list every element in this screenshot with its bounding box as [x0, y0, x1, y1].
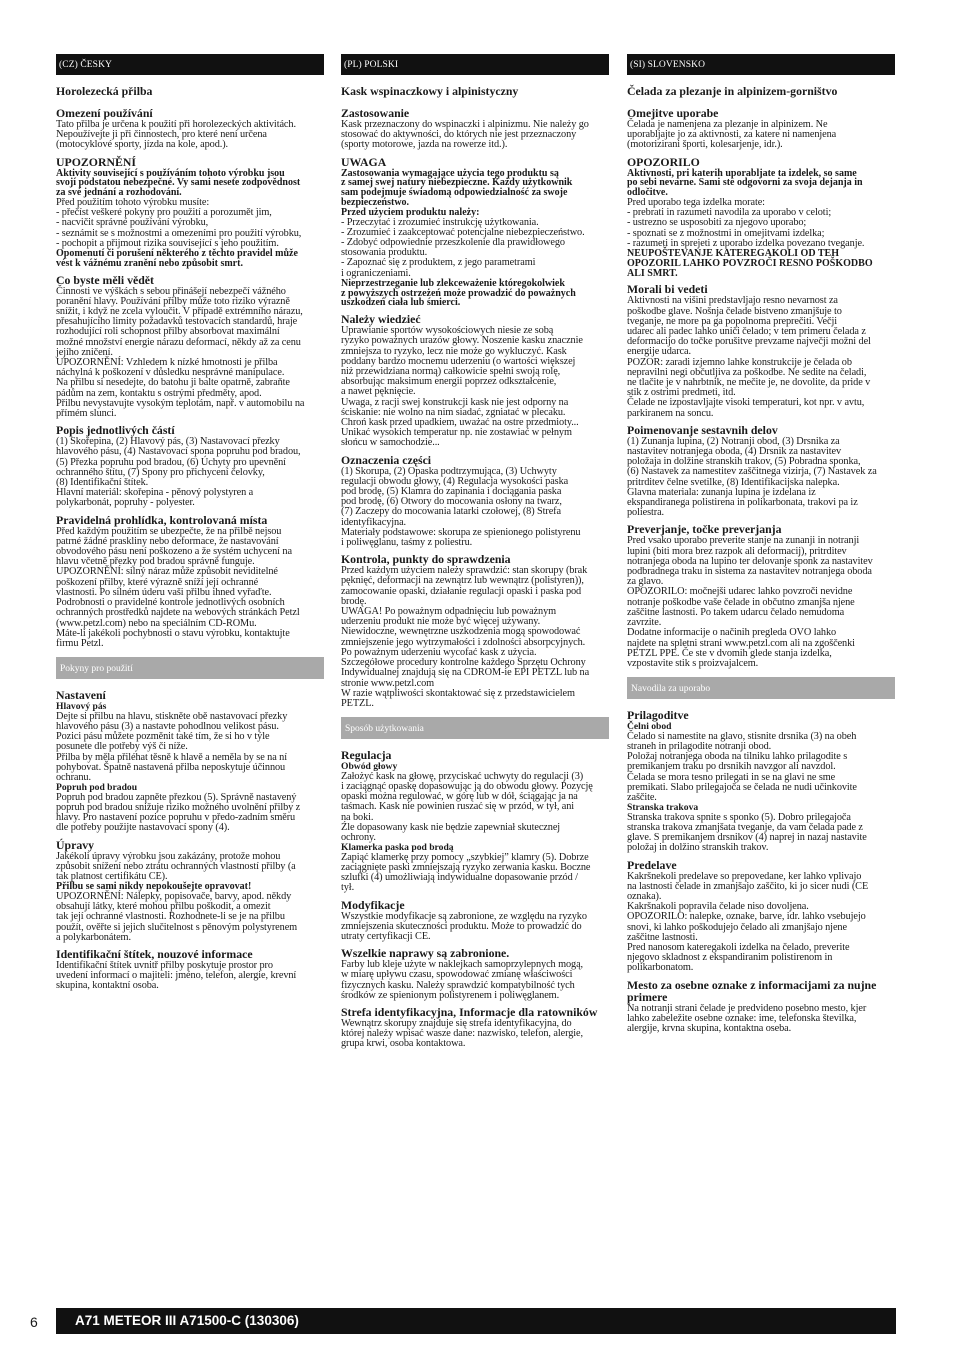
section-parts — [341, 454, 609, 549]
subheading: Klamerka paska pod brodą — [341, 842, 454, 854]
heading: Mesto za osebne oznake z informacijami za nujne primere — [627, 977, 877, 1004]
section-modifications — [341, 899, 609, 943]
section-limits — [56, 107, 324, 151]
paragraph: Aktivnosti na višini predstavljajo resno nevarnost za poškodbe glave. Nošnja čelade bistveno zmanjšuje to tveganje, ne more pa ga popolnoma preprečiti. Večji udarec ali padec lahko uniči čelado; v tem primeru čelada z deformacijo do točke porušitve prevzame največji možni del energije udarca. POZOR: zaradi izjemno lahke konstrukcije je čelada ob nepravilni negi občutljiva za poškodbe. Ne sedite na čeladi, ne tlačite je v nahrbtnik, ne mečite je, ne dovolite, da pride v stik z ostrimi predmeti, itd. Čelade ne izpostavljajte visoki temperaturi, kot npr. v avtu, parkiranem na soncu. — [627, 295, 871, 419]
heading: OPOZORILO — [627, 154, 700, 169]
section-identification — [341, 1006, 609, 1050]
heading: Predelave — [627, 857, 677, 872]
section-warning — [341, 156, 609, 309]
paragraph: Popruh pod bradou zapněte přezkou (5). Správně nastavený popruh pod bradou snižuje riziko možného uvolnění přilby z hlavy. Pro nastavení pozice popruhu v předo-zadním směru dle potřeby použijte nastavovací spony (4). — [56, 791, 301, 834]
section-limits — [341, 107, 609, 151]
column-slovenian — [627, 54, 895, 1039]
bold-paragraph: Zastosowania wymagające użycia tego produktu są z samej swej natury niebezpieczne. Każdy użytkownik sam podejmuje świadomą odpowiedzialność za swoje bezpieczeństwo. Przed użyciem produktu należy: — [341, 167, 573, 218]
subheading: Obwód głowy — [341, 761, 398, 773]
heading: Morali bi vedeti — [627, 282, 708, 297]
paragraph: UPOZORNĚNÍ: Nálepky, popisovače, barvy, apod. někdy obsahují látky, které mohou přilbu poškodit, a omezit tak její ochranné vlastnosti. Rozhodnete-li se je na přilbu použít, ověřte si jejich slučitelnost s pěnovým polystyrenem a polykarbonátem. — [56, 890, 298, 943]
section-header: (PL) POLSKI — [341, 54, 609, 75]
section-parts — [627, 424, 895, 519]
section-warning — [627, 156, 895, 279]
instructions-band: Pokyny pro použití — [56, 657, 324, 679]
section-limits — [627, 107, 895, 151]
subheading: Hlavový pás — [56, 701, 107, 713]
section-inspection — [341, 553, 609, 709]
doc-title: Kask wspinaczkowy i alpinistyczny — [341, 84, 519, 98]
section-modifications — [56, 839, 324, 943]
heading: Nastavení — [56, 688, 106, 703]
paragraph: Činnosti ve výškách s sebou přinášejí nebezpečí vážného poranění hlavy. Používání přilby může toto riziko výrazně snížit, i když ne zcela vyloučit. V případě extrémního nárazu, přesahujícího limity požadavků testovacích standardů, hraje rozhodující roli schopnost přilby absorbovat maximální možné množství energie nárazu deformací, někdy až za cenu jejího zničení. UPOZORNĚNÍ: Vzhledem k nízké hmotnosti je přilba náchylná k poškození v důsledku nesprávné manipulace. Na přilbu si nesedejte, do batohu ji balte opatrně, zabraňte pádům na zem, kontaktu s ostrými předměty, apod. Přilbu nevystavujte vysokým teplotám, např. v automobilu na přímém slunci. — [56, 285, 305, 420]
paragraph: Před použitím tohoto výrobku musíte: - přečíst veškeré pokyny pro použití a porozumět jim, - nacvičit správné používání výrobku, - seznámit se s možnostmi a omezeními pro použití výrobku, - pochopit a přijmout rizika související s jeho použitím. — [56, 197, 302, 249]
bold-paragraph: Nieprzestrzeganie lub zlekceważenie któregokolwiek z powyższych ostrzeżeń może prowadzić do poważnych uszkodzeń ciała lub śmierci. — [341, 277, 576, 309]
paragraph: Zapiąć klamerkę przy pomocy „szybkiej” klamry (5). Dobrze zaciągnięte paski zmniejszają ryzyko zerwania kasku. Boczne szlufki (4) umożliwiają indywidualne dopasowanie przód / tył. — [341, 851, 591, 894]
footer-title: A71 METEOR III A71500-C (130306) — [75, 1313, 299, 1328]
bold-paragraph: NEUPOŠTEVANJE KATEREGAKOLI OD TEH OPOZORIL LAHKO POVZROČI RESNO POŠKODBO ALI SMRT. — [627, 248, 873, 279]
doc-title: Horolezecká přilba — [56, 84, 153, 98]
section-header: (CZ) ČESKY — [56, 54, 324, 75]
paragraph: Jakékoli úpravy výrobku jsou zakázány, protože mohou způsobit snížení nebo ztrátu ochranných vlastností přilby (a tak platnost certifikátu CE). — [56, 850, 296, 882]
paragraph: Pred uporabo tega izdelka morate: - prebrati in razumeti navodila za uporabo v celoti; - ustrezno se usposobiti za njegovo uporabo; - spoznati se z možnostmi in omejitvami izdelka; - razumeti in sprejeti z uporabo izdelka povezano tveganje. — [627, 197, 865, 249]
section-adjustment — [56, 689, 324, 833]
column-czech — [56, 54, 324, 997]
heading: Regulacja — [341, 748, 392, 763]
bold-paragraph: Aktivity související s používáním tohoto výrobku jsou svojí podstatou nebezpečné. Vy sami nesete zodpovědnost za své jednání a rozhodování. — [56, 167, 301, 199]
instructions-band: Navodila za uporabo — [627, 677, 895, 699]
subheading: Čelni obod — [627, 721, 672, 733]
section-identification — [56, 948, 324, 992]
section-know — [341, 313, 609, 448]
heading: Co byste měli vědět — [56, 272, 154, 287]
heading: Kontrola, punkty do sprawdzenia — [341, 552, 511, 567]
paragraph: Před každým použitím se ubezpečte, že na přilbě nejsou patrné žádné praskliny nebo deformace, že nastavování obvodového pásu není poškozeno a že systém uchycení na hlavu včetně přezky pod bradou správně funguje. UPOZORNĚNÍ: silný náraz může způsobit neviditelné poškození přilby, které výrazně sníží její ochranné vlastnosti. Po silném úderu vaši přilbu ihned vyřaďte. Podrobnosti o pravidelné kontrole jednotlivých osobních ochranných prostředků najdete na webových stránkách Petzl (www.petzl.com) nebo na speciálním CD-ROMu. Máte-li jakékoli pochybnosti o stavu výrobku, kontaktujte firmu Petzl. — [56, 525, 300, 649]
section-inspection — [56, 514, 324, 649]
instructions-band: Sposób użytkowania — [341, 717, 609, 739]
bold-paragraph: Opomenutí či porušení některého z těchto pravidel může vést k vážnému zranění nebo způsobit smrt. — [56, 248, 298, 269]
paragraph: Dejte si přilbu na hlavu, stiskněte obě nastavovací přezky hlavového pásu (3) a nastavte pohodlnou velikost pásu. Pozici pásu můžete pozměnit také tím, že si ho v týle posunete dle potřeby výš či níže. Přilba by měla přiléhat těsně k hlavě a neměla by se na ní pohybovat. Špatně nastavená přilba neposkytuje účinnou ochranu. — [56, 710, 288, 783]
footer-bar — [56, 1308, 896, 1334]
paragraph: Wewnątrz skorupy znajduje się strefa identyfikacyjna, do której należy wpisać wasze dane: nazwisko, telefon, alergie, grupa krwi, osoba kontaktowa. — [341, 1017, 583, 1050]
paragraph: Kakršnekoli predelave so prepovedane, ker lahko vplivajo na lastnosti čelade in zmanjšajo zaščito, ki jo sicer nudi (CE oznaka). Kakršnakoli popravila čelade niso dovoljena. OPOZORILO: nalepke, oznake, barve, idr. lahko vsebujejo snovi, ki lahko poškodujejo čelado ali zmanjšajo njene zaščitne lastnosti. Pred nanosom kateregakoli izdelka na čelado, preverite njegovo skladnost z ekspandiranim polistirenom in polikarbonatom. — [627, 870, 869, 974]
heading: Poimenovanje sestavnih delov — [627, 422, 778, 437]
heading: Úpravy — [56, 837, 95, 852]
heading: Prilagoditve — [627, 708, 689, 723]
section-parts — [56, 424, 324, 508]
bold-paragraph: Aktivnosti, pri katerih uporabljate ta izdelek, so same po sebi nevarne. Sami ste odgovorni za svoja dejanja in odločitve. — [627, 167, 863, 199]
page-footer — [0, 1306, 954, 1336]
section-know — [627, 283, 895, 418]
column-polish — [341, 54, 609, 1055]
paragraph: (1) Zunanja lupina, (2) Notranji obod, (3) Drsnika za nastavitev notranjega oboda, (4) Drsnik za nastavitev položaja in dolžine stranskih trakov, (5) Pobradna sponka, (6) Nastavek za namestitev zaščitnega vizirja, (7) Nastavek za pritrditev čelne svetilke, (8) Identifikacijska nalepka. Glavna materiala: zunanja lupina je izdelana iz ekspandiranega polistirena in polikarbonata, trakovi pa iz poliestra. — [627, 435, 877, 519]
heading: Modyfikacje — [341, 897, 405, 912]
heading: Omezení používání — [56, 106, 153, 120]
paragraph: Kask przeznaczony do wspinaczki i alpinizmu. Nie należy go stosować do aktywności, do których nie jest przeznaczony (sporty motorowe, jazda na rowerze itd.). — [341, 119, 589, 151]
heading: Popis jednotlivých částí — [56, 423, 175, 438]
section-adjustment — [627, 709, 895, 853]
page-number: 6 — [30, 1314, 38, 1330]
paragraph: Uprawianie sportów wysokościowych niesie ze sobą ryzyko poważnych urazów głowy. Noszenie kasku znacznie zmniejsza to ryzyko, lecz nie może go wykluczyć. Kask poddany bardzo mocnemu uderzeniu (o wartości większej niż przewidziana normą) całkowicie spełni swoją rolę, absorbując maksimum energii poprzez odkształcenie, a nawet pęknięcie. Uwaga, z racji swej konstrukcji kask nie jest odporny na ściskanie: nie wolno na nim siadać, zgniatać w plecaku. Chroń kask przed upadkiem, uważać na ostre przedmioty... Unikać wysokich temperatur np. nie zostawiać w pełnym słońcu w samochodzie... — [341, 325, 583, 449]
heading: Zastosowanie — [341, 106, 410, 120]
heading: UWAGA — [341, 154, 387, 169]
subheading: Popruh pod bradou — [56, 782, 138, 794]
section-header: (SI) SLOVENSKO — [627, 54, 895, 75]
paragraph: Identifikační štítek uvnitř přilby poskytuje prostor pro uvedení informací o majiteli: jméno, telefon, alergie, krevní skupina, kontaktní osoba. — [56, 959, 297, 992]
paragraph: Farby lub kleje użyte w naklejkach samoprzylepnych mogą, w miarę upływu czasu, spowodować zmianę właściwości fizycznych kasku. Należy sprawdzić kompatybilność tych środków ze spienionym polistyrenem i poliwęglanem. — [341, 959, 584, 1001]
paragraph: Przed każdym użyciem należy sprawdzić: stan skorupy (brak pęknięć, deformacji na zewnątrz lub wewnątrz (polistyren)), zamocowanie opaski, działanie regulacji opaski i paska pod brodę. UWAGA! Po poważnym odpadnięciu lub poważnym uderzeniu produkt nie może być więcej używany. Niewidoczne, wewnętrzne uszkodzenia mogą spowodować zmniejszenie jego wytrzymałości i zdolności absorpcyjnych. Po poważnym uderzeniu wycofać kask z użycia. Szczegółowe procedury kontrolne każdego Sprzętu Ochrony Indywidualnej znajdują się na CDROM-ie EPI PETZL lub na stronie www.petzl.com W razie wątpliwości skontaktować się z przedstawicielem PETZL. — [341, 565, 590, 709]
heading: Oznaczenia części — [341, 452, 432, 467]
section-identification — [627, 979, 895, 1035]
section-repairs — [341, 947, 609, 1001]
section-modifications — [627, 859, 895, 974]
heading: Należy wiedzieć — [341, 312, 421, 327]
paragraph: Wszystkie modyfikacje są zabronione, ze względu na ryzyko zmniejszenia skuteczności produktu. Może to prowadzić do utraty certyfikacji CE. — [341, 910, 587, 942]
heading: Strefa identyfikacyjna, Informacje dla ratowników — [341, 1004, 598, 1019]
section-adjustment — [341, 749, 609, 893]
section-know — [56, 274, 324, 420]
paragraph: Stranska trakova spnite s sponko (5). Dobro prilegajoča stranska trakova zmanjšata tveganje, da vam čelada pade z glave. S premikanjem drsnikov (4) naprej in nazaj nastavite položaj in dolžino stranskih trakov. — [627, 811, 867, 854]
heading: Preverjanje, točke preverjanja — [627, 522, 782, 537]
heading: Wszelkie naprawy są zabronione. — [341, 946, 510, 961]
doc-title: Čelada za plezanje in alpinizem-gorništvo — [627, 84, 838, 98]
paragraph: Čelada je namenjena za plezanje in alpinizem. Ne uporabljajte jo za aktivnosti, za katere ni namenjena (motorizirani športi, kolesarjenje, idr.). — [627, 119, 837, 151]
paragraph: Na notranji strani čelade je predvideno posebno mesto, kjer lahko zabeležite osebne oznake: ime, telefonska številka, alergije, krvna skupina, kontaktna oseba. — [627, 1002, 867, 1034]
paragraph: Założyć kask na głowę, przyciskać uchwyty do regulacji (3) i zaciągnąć opaskę dopasowując ją do obwodu głowy. Pozycję opaski można regulować, w górę lub w dół, ściągając ja na taśmach. Kask nie powinien ruszać się w przód, w tył, ani na boki. Źle dopasowany kask nie będzie zapewniał skutecznej ochrony. — [341, 770, 593, 843]
paragraph: - Przeczytać i zrozumieć instrukcję użytkowania. - Zrozumieć i zaakceptować potencjalne niebezpieczeństwo. - Zdobyć odpowiednie przeszkolenie dla prawidłowego stosowania produktu. - Zapoznać się z produktem, z jego parametrami i ograniczeniami. — [341, 216, 585, 279]
paragraph: (1) Skorupa, (2) Opaska podtrzymująca, (3) Uchwyty regulacji obwodu głowy, (4) Regulacja wysokości paska pod brodę, (5) Klamra do zapinania i dociągania paska pod brodę, (6) Otwory do mocowania osłony na twarz, (7) Zaczepy do mocowania latarki czołowej, (8) Strefa identyfikacyjna. Materiały podstawowe: skorupa ze spienionego polistyrenu i poliwęglanu, taśmy z poliestru. — [341, 465, 581, 549]
heading: UPOZORNĚNÍ — [56, 154, 136, 169]
paragraph: (1) Skořepina, (2) Hlavový pás, (3) Nastavovací přezky hlavového pásu, (4) Nastavovací spona popruhu pod bradou, (5) Přezka popruhu pod bradou, (6) Úchyty pro upevnění ochranného štítu, (7) Spony pro přichycení čelovky, (8) Identifikační štítek. Hlavní materiál: skořepina - pěnový polystyren a polykarbonát, popruhy - polyester. — [56, 436, 301, 509]
paragraph: Pred vsako uporabo preverite stanje na zunanji in notranji lupini (biti mora brez razpok ali deformacij), pritrditev notranjega oboda na lupino ter delovanje sponk za nastavitev podbradnega traku in sistema za nastavitev notranjega oboda za glavo. OPOZORILO: močnejši udarec lahko povzroči nevidne notranje poškodbe vaše čelade in občutno zmanjša njene zaščitne lastnosti. Po takem udarcu čelado nemudoma zavrzite. Dodatne informacije o načinih pregleda OVO lahko najdete na spletni strani www.petzl.com ali na zgoščenki PETZL PPE. Če ste v dvomih glede stanja izdelka, vzpostavite stik s proizvajalcem. — [627, 535, 873, 669]
heading: Identifikační štítek, nouzové informace — [56, 946, 253, 961]
bold-paragraph: Přilbu se sami nikdy nepokoušejte opravovat! — [56, 881, 252, 893]
paragraph: Tato přilba je určena k použití při horolezeckých aktivitách. Nepoužívejte ji při činnostech, pro které není určena (motocyklové sporty, jízda na kole, apod.). — [56, 119, 296, 151]
section-inspection — [627, 523, 895, 669]
paragraph: Čelado si namestite na glavo, stisnite drsnika (3) na obeh straneh in prilagodite notranji obod. Položaj notranjega oboda na tilniku lahko prilagodite s premikanjem traku po drsnikih navzgor ali navzdol. Čelada se mora tesno prilegati in se na glavi ne sme premikati. Slabo prilegajoča se čelada ne nudi učinkovite zaščite. — [627, 730, 857, 803]
section-warning — [56, 156, 324, 269]
heading: Omejitve uporabe — [627, 106, 719, 120]
subheading: Stranska trakova — [627, 802, 699, 814]
heading: Pravidelná prohlídka, kontrolovaná místa — [56, 512, 268, 527]
